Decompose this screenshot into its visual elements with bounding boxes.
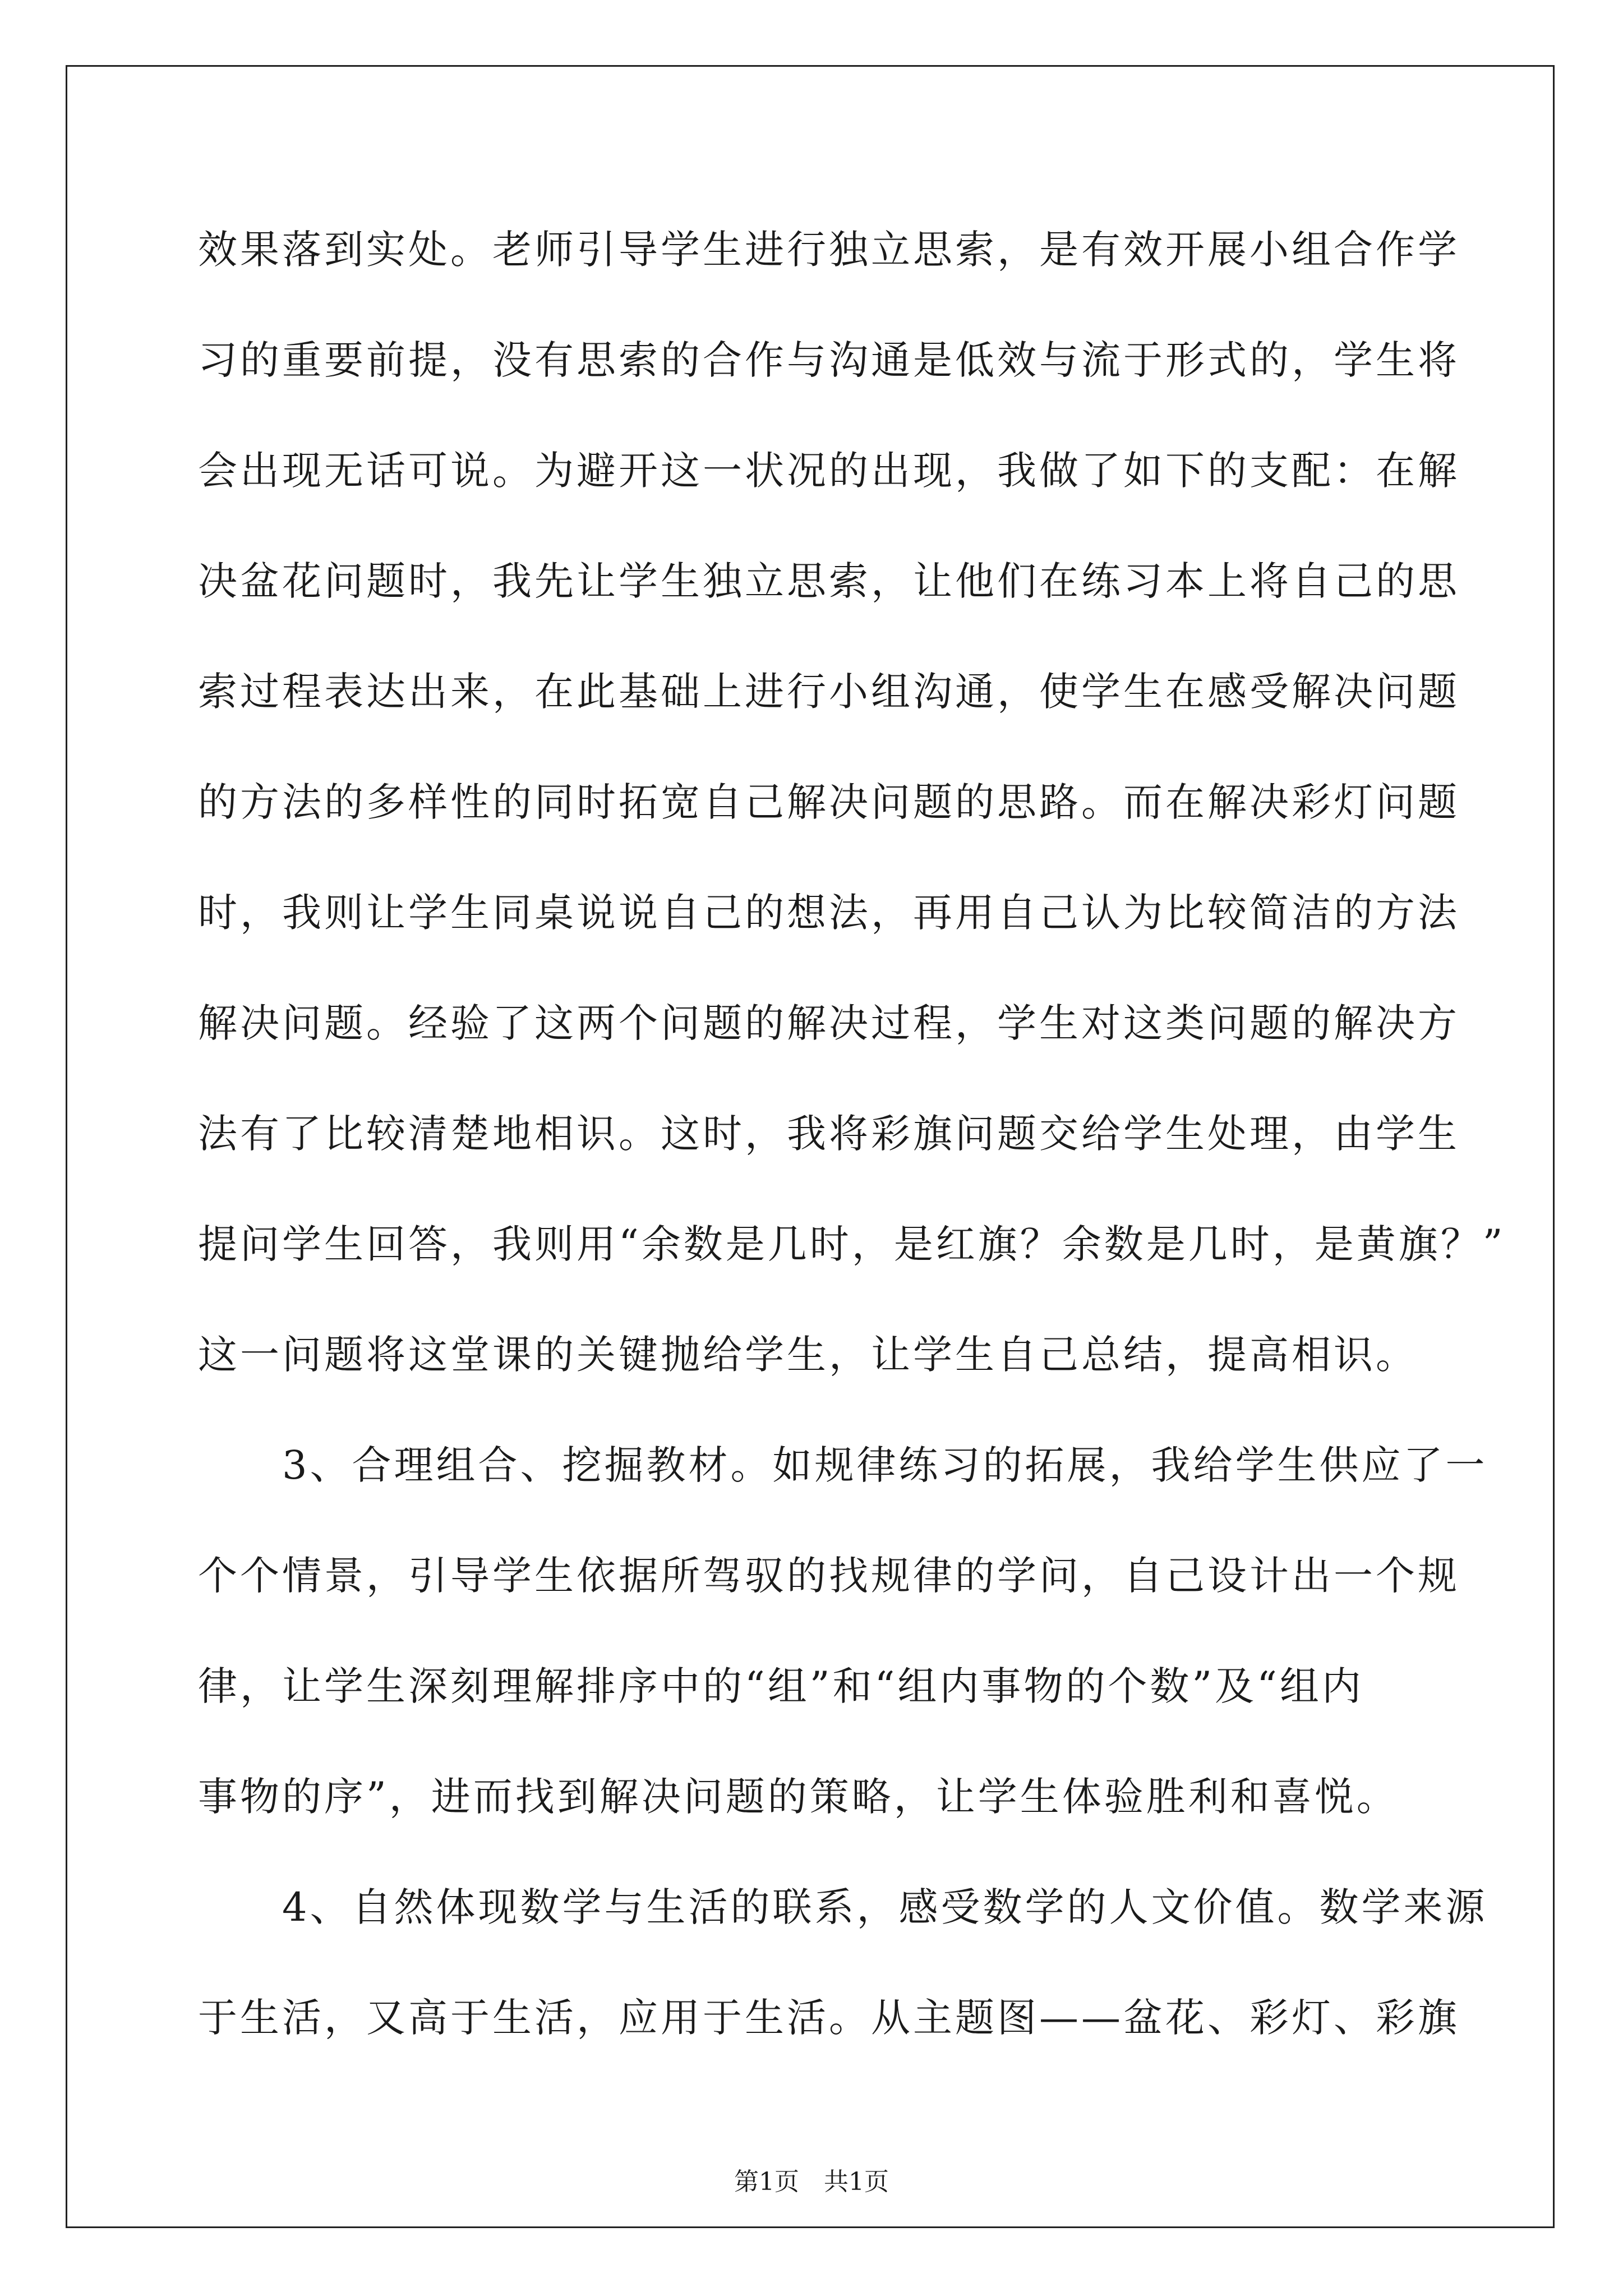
text-line: 的方法的多样性的同时拓宽自己解决问题的思路。而在解决彩灯问题 [198,779,1460,825]
text-line: 时，我则让学生同桌说说自己的想法，再用自己认为比较简洁的方法 [198,890,1460,936]
paragraph-start-line: 3、合理组合、挖掘教材。如规律练习的拓展，我给学生供应了一 [198,1442,1488,1488]
text-line: 效果落到实处。老师引导学生进行独立思索，是有效开展小组合作学 [198,227,1460,273]
text-line: 法有了比较清楚地相识。这时，我将彩旗问题交给学生处理，由学生 [198,1111,1460,1157]
text-line: 解决问题。经验了这两个问题的解决过程，学生对这类问题的解决方 [198,1000,1460,1046]
text-line: 会出现无话可说。为避开这一状况的出现，我做了如下的支配：在解 [198,448,1460,494]
page-number-footer: 第1页 共1页 [734,2168,889,2196]
text-line: 提问学生回答，我则用“余数是几时，是红旗？余数是几时，是黄旗？” [198,1221,1506,1267]
text-line: 决盆花问题时，我先让学生独立思索，让他们在练习本上将自己的思 [198,558,1460,604]
text-line: 个个情景，引导学生依据所驾驭的找规律的学问，自己设计出一个规 [198,1553,1460,1599]
text-line: 律，让学生深刻理解排序中的“组”和“组内事物的个数”及“组内 [198,1663,1364,1709]
text-line: 索过程表达出来，在此基础上进行小组沟通，使学生在感受解决问题 [198,669,1460,715]
text-line: 习的重要前提，没有思索的合作与沟通是低效与流于形式的，学生将 [198,337,1460,383]
text-line: 这一问题将这堂课的关键抛给学生，让学生自己总结，提高相识。 [198,1332,1418,1378]
text-line: 于生活，又高于生活，应用于生活。从主题图——盆花、彩灯、彩旗 [198,1995,1460,2041]
paragraph-start-line: 4、自然体现数学与生活的联系，感受数学的人文价值。数学来源 [198,1884,1488,1930]
text-line: 事物的序”，进而找到解决问题的策略，让学生体验胜利和喜悦。 [198,1774,1399,1820]
